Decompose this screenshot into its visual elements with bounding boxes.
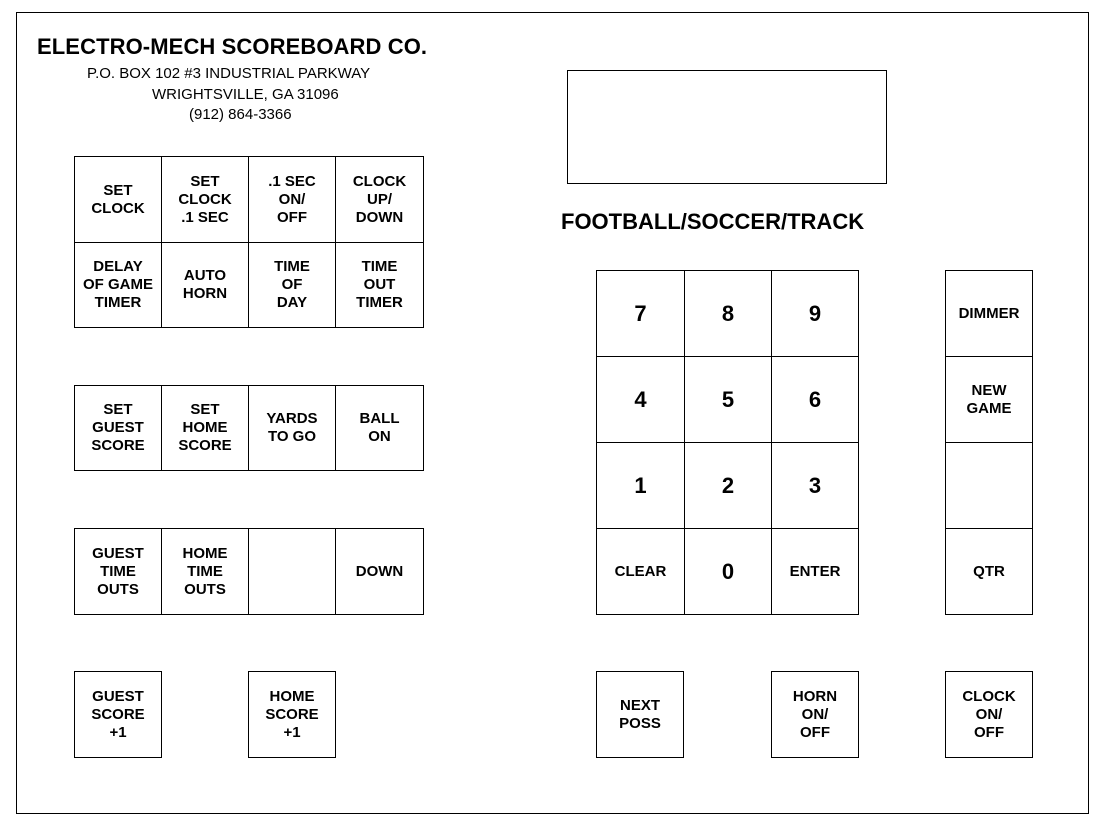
keypad-3-button[interactable] <box>771 442 859 529</box>
keypad-3-label: 3 <box>808 472 822 498</box>
keypad-1-button[interactable] <box>596 442 685 529</box>
time-out-timer-label: TIME OUT TIMER <box>356 258 403 311</box>
next-poss-button[interactable] <box>596 671 684 758</box>
guest-time-outs-button[interactable] <box>74 528 162 615</box>
clock-on-off-label: CLOCK ON/ OFF <box>962 687 1016 741</box>
qtr-button[interactable] <box>945 528 1033 615</box>
set-home-score-label: SET HOME SCORE <box>178 401 232 454</box>
clock-up-down-button[interactable] <box>335 156 424 243</box>
clear-button[interactable] <box>596 528 685 615</box>
keypad-9-button[interactable] <box>771 270 859 357</box>
keypad-4-label: 4 <box>634 386 647 412</box>
company-name: ELECTRO-MECH SCOREBOARD CO. <box>37 34 428 59</box>
set-guest-score-label: SET GUEST SCORE <box>91 401 145 454</box>
yards-to-go-label: YARDS TO GO <box>266 410 318 445</box>
time-of-day-button[interactable] <box>248 242 336 328</box>
blank-key-right[interactable] <box>945 442 1033 529</box>
sport-title: FOOTBALL/SOCCER/TRACK <box>561 209 865 234</box>
keypad-7-label: 7 <box>634 300 647 326</box>
set-clock-tenth-button[interactable] <box>161 156 249 243</box>
clock-up-down-label: CLOCK UP/ DOWN <box>352 172 407 226</box>
qtr-label: QTR <box>973 562 1005 580</box>
yards-to-go-button[interactable] <box>248 385 336 471</box>
address-line-2: WRIGHTSVILLE, GA 31096 <box>152 86 339 103</box>
new-game-button[interactable] <box>945 356 1033 443</box>
time-out-timer-button[interactable] <box>335 242 424 328</box>
guest-score-plus-one-button[interactable] <box>74 671 162 758</box>
keypad-6-button[interactable] <box>771 356 859 443</box>
enter-label: ENTER <box>789 562 841 580</box>
down-button[interactable] <box>335 528 424 615</box>
dimmer-label: DIMMER <box>958 304 1020 322</box>
keypad-1-label: 1 <box>634 472 647 498</box>
tenth-sec-on-off-button[interactable] <box>248 156 336 243</box>
blank-key-left[interactable] <box>248 528 336 615</box>
keypad-0-label: 0 <box>721 558 735 584</box>
keypad-6-label: 6 <box>808 386 822 412</box>
time-of-day-label: TIME OF DAY <box>274 258 310 311</box>
auto-horn-label: AUTO HORN <box>182 267 228 302</box>
set-clock-button[interactable] <box>74 156 162 243</box>
guest-score-plus-one-label: GUEST SCORE +1 <box>91 687 145 741</box>
home-time-outs-button[interactable] <box>161 528 249 615</box>
keypad-2-label: 2 <box>721 472 735 498</box>
keypad-0-button[interactable] <box>684 528 772 615</box>
keypad-8-button[interactable] <box>684 270 772 357</box>
phone-number: (912) 864-3366 <box>189 106 292 123</box>
display-window <box>567 70 887 184</box>
auto-horn-button[interactable] <box>161 242 249 328</box>
set-clock-label: SET CLOCK <box>91 181 145 217</box>
keypad-5-label: 5 <box>721 386 735 412</box>
horn-on-off-label: HORN ON/ OFF <box>792 687 838 741</box>
address-line-1: P.O. BOX 102 #3 INDUSTRIAL PARKWAY <box>87 65 371 82</box>
keypad-7-button[interactable] <box>596 270 685 357</box>
keypad-9-label: 9 <box>808 300 822 326</box>
keypad-5-button[interactable] <box>684 356 772 443</box>
next-poss-label: NEXT POSS <box>619 696 661 732</box>
guest-time-outs-label: GUEST TIME OUTS <box>92 544 144 598</box>
set-guest-score-button[interactable] <box>74 385 162 471</box>
down-label: DOWN <box>355 562 404 580</box>
keypad-4-button[interactable] <box>596 356 685 443</box>
clear-label: CLEAR <box>614 562 667 580</box>
set-clock-tenth-label: SET CLOCK .1 SEC <box>178 172 232 226</box>
dimmer-button[interactable] <box>945 270 1033 357</box>
clock-on-off-button[interactable] <box>945 671 1033 758</box>
ball-on-button[interactable] <box>335 385 424 471</box>
horn-on-off-button[interactable] <box>771 671 859 758</box>
keypad-8-label: 8 <box>721 300 735 326</box>
delay-of-game-timer-label: DELAY OF GAME TIMER <box>83 258 153 311</box>
new-game-label: NEW GAME <box>966 381 1012 417</box>
enter-button[interactable] <box>771 528 859 615</box>
home-score-plus-one-label: HOME SCORE +1 <box>265 687 319 741</box>
home-time-outs-label: HOME TIME OUTS <box>182 544 228 598</box>
set-home-score-button[interactable] <box>161 385 249 471</box>
ball-on-label: BALL ON <box>359 410 400 445</box>
delay-of-game-timer-button[interactable] <box>74 242 162 328</box>
home-score-plus-one-button[interactable] <box>248 671 336 758</box>
keypad-2-button[interactable] <box>684 442 772 529</box>
tenth-sec-on-off-label: .1 SEC ON/ OFF <box>268 172 316 226</box>
